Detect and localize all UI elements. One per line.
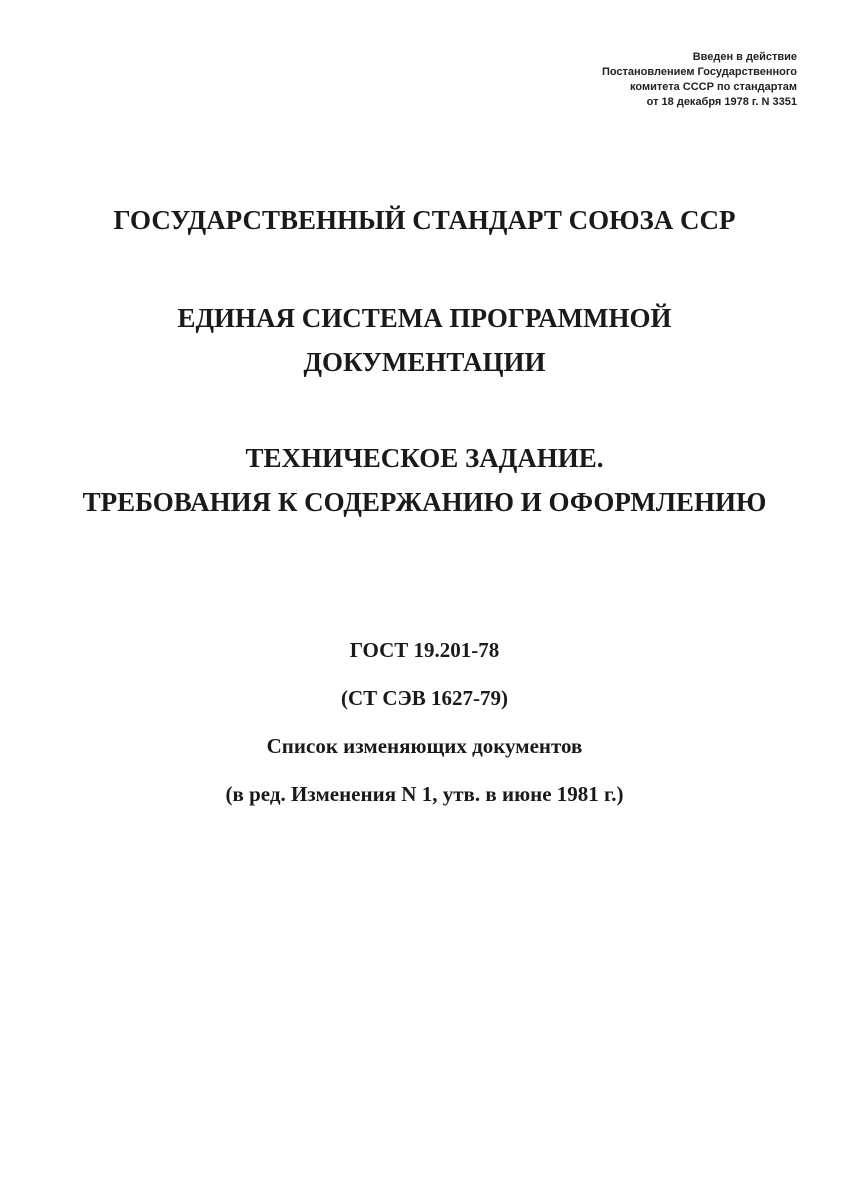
enactment-line: от 18 декабря 1978 г. N 3351 [646, 96, 797, 108]
enactment-note [497, 50, 797, 110]
cmea-number: (СТ СЭВ 1627-79) [340, 686, 509, 710]
enactment-line: комитета СССР по стандартам [630, 81, 797, 93]
gost-number: ГОСТ 19.201-78 [349, 638, 500, 662]
enactment-line: Введен в действие [692, 51, 797, 63]
designation-block [0, 626, 849, 818]
system-title [0, 296, 849, 384]
document-title-line: ТЕХНИЧЕСКОЕ ЗАДАНИЕ. [245, 443, 604, 473]
state-standard-heading-text: ГОСУДАРСТВЕННЫЙ СТАНДАРТ СОЮЗА ССР [113, 205, 736, 235]
document-title-line: ТРЕБОВАНИЯ К СОДЕРЖАНИЮ И ОФОРМЛЕНИЮ [82, 487, 767, 517]
enactment-line: Постановлением Государственного [601, 66, 797, 78]
state-standard-heading [0, 198, 849, 242]
system-title-line: ДОКУМЕНТАЦИИ [303, 347, 546, 377]
document-title [0, 436, 849, 524]
amendments-note: (в ред. Изменения N 1, утв. в июне 1981 г.) [225, 782, 624, 806]
amendments-heading: Список изменяющих документов [266, 734, 583, 758]
system-title-line: ЕДИНАЯ СИСТЕМА ПРОГРАММНОЙ [177, 303, 672, 333]
